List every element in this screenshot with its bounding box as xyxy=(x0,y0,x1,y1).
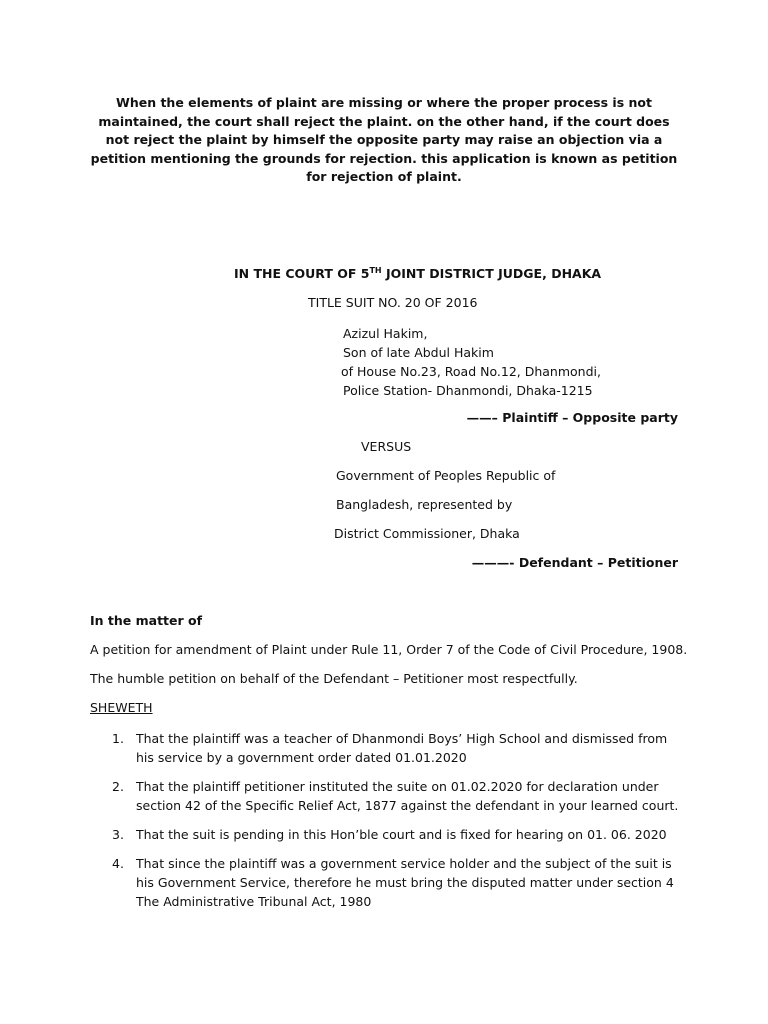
plaintiff-house: of House No.23, Road No.12, Dhanmondi, xyxy=(341,364,601,379)
plaintiff-parent: Son of late Abdul Hakim xyxy=(343,345,494,360)
list-item-text: That since the plaintiff was a government service holder and the subject of the suit is his Government Service, therefore he must bring the disputed matter under section 4 The Administrative Tribunal Act, 1980 xyxy=(136,856,674,909)
list-item-number: 3. xyxy=(112,827,124,842)
court-heading-superscript: TH xyxy=(369,265,382,275)
petition-text: A petition for amendment of Plaint under Rule 11, Order 7 of the Code of Civil Procedure, 1908. xyxy=(90,642,688,657)
list-item-number: 1. xyxy=(112,731,124,746)
defendant-role: ———- Defendant – Petitioner xyxy=(471,555,678,570)
defendant-line-2: Bangladesh, represented by xyxy=(336,497,513,512)
plaintiff-address-block xyxy=(342,324,601,400)
suit-number: TITLE SUIT NO. 20 OF 2016 xyxy=(308,295,478,310)
list-item-number: 4. xyxy=(112,856,124,871)
plaintiff-name: Azizul Hakim, xyxy=(343,326,428,341)
defendant-line-1: Government of Peoples Republic of xyxy=(336,468,556,483)
court-heading xyxy=(234,266,601,281)
list-item xyxy=(90,854,680,911)
sheweth-heading: SHEWETH xyxy=(90,700,153,715)
list-item xyxy=(90,825,680,844)
list-item-text: That the plaintiff was a teacher of Dhanmondi Boys’ High School and dismissed from his service by a government order dated 01.01.2020 xyxy=(136,731,668,765)
intro-paragraph: When the elements of plaint are missing or where the proper process is not maintained, the court shall reject the plaint. on the other hand, if the court does not reject the plaint by himself the opposite party may raise an objection via a petition mentioning the grounds for rejection. this application is known as petition for rejection of plaint. xyxy=(90,95,678,184)
list-item xyxy=(90,777,680,815)
court-heading-suffix: JOINT DISTRICT JUDGE, DHAKA xyxy=(381,266,602,281)
versus-label: VERSUS xyxy=(361,439,412,454)
plaintiff-police-station: Police Station- Dhanmondi, Dhaka-1215 xyxy=(343,383,593,398)
defendant-line-3: District Commissioner, Dhaka xyxy=(334,526,520,541)
grounds-list xyxy=(90,729,680,921)
list-item-text: That the suit is pending in this Hon’ble court and is fixed for hearing on 01. 06. 2020 xyxy=(136,827,667,842)
plaintiff-role: ——– Plaintiff – Opposite party xyxy=(466,410,678,425)
humble-petition-text: The humble petition on behalf of the Defendant – Petitioner most respectfully. xyxy=(90,671,578,686)
list-item xyxy=(90,729,680,767)
matter-heading: In the matter of xyxy=(90,613,203,628)
list-item-number: 2. xyxy=(112,779,124,794)
court-heading-prefix: IN THE COURT OF 5 xyxy=(234,266,370,281)
list-item-text: That the plaintiff petitioner instituted the suite on 01.02.2020 for declaration under section 42 of the Specific Relief Act, 1877 against the defendant in your learned court. xyxy=(136,779,679,813)
